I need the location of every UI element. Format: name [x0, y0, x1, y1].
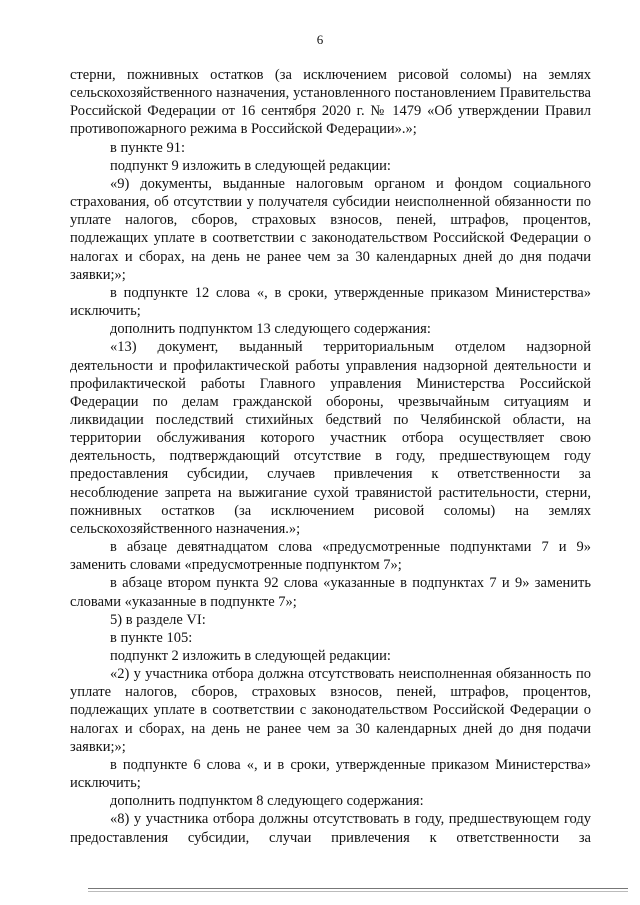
paragraph: в подпункте 12 слова «, в сроки, утвержденные приказом Министерства» исключить; — [70, 284, 591, 320]
paragraph: в абзаце девятнадцатом слова «предусмотренные подпунктами 7 и 9» заменить словами «предусмотренные подпунктом 7»; — [70, 539, 591, 574]
paragraph: «2) у участника отбора должна отсутствовать неисполненная обязанность по уплате налогов, сборов, страховых взносов, пеней, штрафов, процентов, подлежащих уплате в соответствии с законодательством Российской Федерации о налогах и сборах, на день не ранее чем за 30 календарных дней до дня подачи заявки;»; — [70, 666, 591, 755]
paragraph: «13) документ, выданный территориальным отделом надзорной деятельности и профилактической работы управления надзорной деятельности и профилактической работы Главного управления Министерства Российской Федерации по делам гражданской обороны, чрезвычайным ситуациям и ликвидации последствий стихийных бедствий по Челябинской области, на территории обслуживания которого участник отбора осуществляет свою деятельность, подтверждающий отсутствие в году, предшествующем году предоставления субсидии, случаев привлечения к ответственности за несоблюдение запрета на выжигание сухой травянистой растительности, стерни, пожнивных остатков (за исключением рисовой соломы) на землях сельскохозяйственного назначения.»; — [70, 339, 591, 537]
paragraph: «9) документы, выданные налоговым органом и фондом социального страхования, об отсутствии у получателя субсидии неисполненной обязанности по уплате налогов, сборов, страховых взносов, пеней, штрафов, процентов, подлежащих уплате в соответствии с законодательством Российской Федерации о налогах и сборах, на день не ранее чем за 30 календарных дней до дня подачи заявки;»; — [70, 175, 591, 283]
document-body — [70, 66, 591, 847]
scan-edge-line — [88, 888, 628, 889]
paragraph: подпункт 9 изложить в следующей редакции: — [110, 157, 391, 174]
paragraph-continues-next-page: «8) у участника отбора должны отсутствовать в году, предшествующем году предоставления субсидии, случаи привлечения к ответственности за — [70, 811, 591, 846]
paragraph: в пункте 91: — [110, 139, 186, 156]
paragraph: дополнить подпунктом 13 следующего содержания: — [110, 321, 431, 338]
scan-edge-line — [88, 891, 628, 892]
paragraph: подпункт 2 изложить в следующей редакции: — [110, 648, 391, 664]
page-number: 6 — [316, 32, 324, 47]
paragraph: в подпункте 6 слова «, и в сроки, утвержденные приказом Министерства» исключить; — [70, 756, 591, 792]
paragraph: дополнить подпунктом 8 следующего содержания: — [110, 793, 424, 810]
paragraph: в абзаце втором пункта 92 слова «указанные в подпунктах 7 и 9» заменить словами «указанные в подпункте 7»; — [70, 575, 591, 610]
paragraph: в пункте 105: — [110, 629, 193, 646]
paragraph: 5) в разделе VI: — [110, 611, 206, 628]
paragraph-continuation: стерни, пожнивных остатков (за исключением рисовой соломы) на землях сельскохозяйственного назначения, установленного постановлением Правительства Российской Федерации от 16 сентября 2020 г. № 1479 «Об утверждении Правил противопожарного режима в Российской Федерации».»; — [70, 67, 591, 138]
